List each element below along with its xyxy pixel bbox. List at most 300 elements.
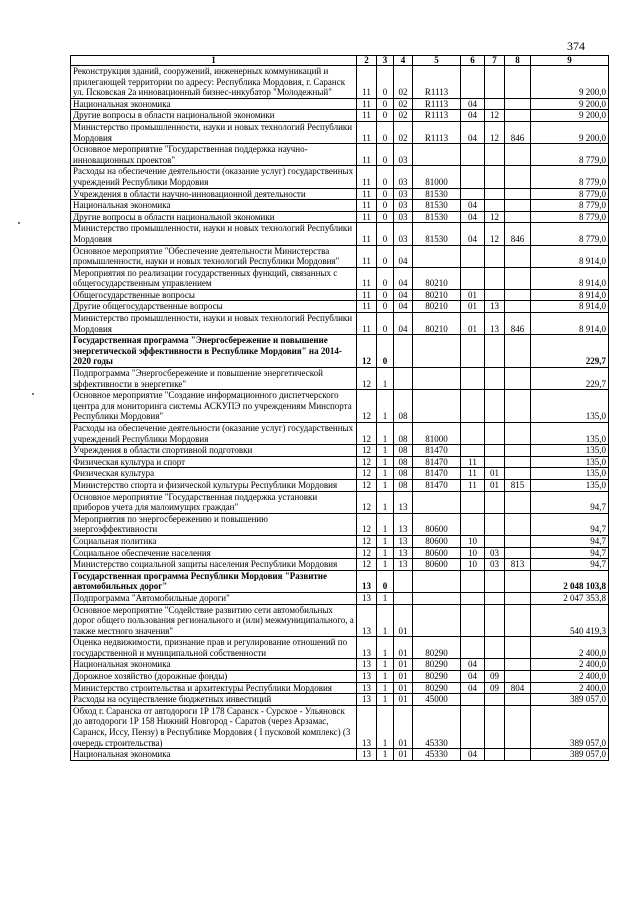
row-name-cell: Физическая культура и спорт	[71, 456, 357, 468]
code-cell: 13	[357, 682, 377, 694]
code-cell	[485, 456, 505, 468]
column-header: 7	[485, 56, 505, 66]
code-cell: 04	[394, 245, 413, 267]
code-cell: 1	[377, 705, 394, 748]
code-cell: 81530	[413, 211, 461, 223]
code-cell: 11	[357, 267, 377, 289]
code-cell: 1	[377, 749, 394, 761]
code-cell: 03	[485, 559, 505, 571]
amount-cell: 94,7	[531, 559, 609, 571]
row-name-cell: Реконструкция зданий, сооружений, инженерных коммуникаций и прилегающей территории по адресу: Республика Мордовия, г. Саранск ул. Псковская 2а инновационный бизнес-инкубатор "Молодежный"	[71, 66, 357, 99]
code-cell	[413, 335, 461, 368]
row-name-cell: Общегосударственные вопросы	[71, 289, 357, 301]
code-cell: 13	[357, 592, 377, 604]
code-cell	[485, 604, 505, 637]
code-cell	[461, 491, 485, 513]
amount-cell: 2 400,0	[531, 637, 609, 659]
code-cell: 0	[377, 211, 394, 223]
code-cell: 846	[505, 313, 531, 335]
code-cell: 01	[461, 313, 485, 335]
code-cell: 04	[394, 289, 413, 301]
code-cell: 10	[461, 535, 485, 547]
row-name-cell: Учреждения в области спортивной подготовки	[71, 445, 357, 457]
table-row	[71, 66, 609, 99]
code-cell	[461, 604, 485, 637]
row-name-cell: Основное мероприятие "Содействие развитию сети автомобильных дорог общего пользования регионального и (или) межмуниципального, а также местного значения"	[71, 604, 357, 637]
code-cell: 11	[357, 245, 377, 267]
code-cell	[505, 705, 531, 748]
code-cell: 81000	[413, 166, 461, 188]
code-cell: 01	[394, 604, 413, 637]
row-name-cell: Расходы на обеспечение деятельности (оказание услуг) государственных учреждений Республики Мордовия	[71, 423, 357, 445]
code-cell	[485, 705, 505, 748]
code-cell: 80210	[413, 313, 461, 335]
amount-cell: 8 914,0	[531, 289, 609, 301]
row-name-cell: Физическая культура	[71, 468, 357, 480]
code-cell: 04	[461, 200, 485, 212]
code-cell	[485, 694, 505, 706]
row-name-cell: Министерство социальной защиты населения Республики Мордовия	[71, 559, 357, 571]
code-cell: 04	[394, 301, 413, 313]
code-cell	[505, 301, 531, 313]
code-cell	[413, 245, 461, 267]
amount-cell: 2 047 353,8	[531, 592, 609, 604]
amount-cell: 94,7	[531, 547, 609, 559]
amount-cell: 8 779,0	[531, 144, 609, 166]
code-cell: 03	[394, 223, 413, 245]
code-cell: 11	[357, 121, 377, 143]
code-cell: 08	[394, 456, 413, 468]
row-name-cell: Другие общегосударственные вопросы	[71, 301, 357, 313]
code-cell: 80210	[413, 267, 461, 289]
code-cell	[485, 368, 505, 390]
code-cell: 12	[485, 223, 505, 245]
code-cell: 01	[461, 289, 485, 301]
code-cell: 0	[377, 66, 394, 99]
code-cell: 1	[377, 694, 394, 706]
table-row	[71, 313, 609, 335]
scan-speck	[32, 393, 34, 395]
code-cell: 1	[377, 513, 394, 535]
code-cell: 80290	[413, 682, 461, 694]
code-cell	[485, 289, 505, 301]
code-cell: 1	[377, 637, 394, 659]
code-cell: 0	[377, 98, 394, 110]
row-name-cell: Министерство спорта и физической культуры Республики Мордовия	[71, 479, 357, 491]
code-cell: 80600	[413, 559, 461, 571]
code-cell: 04	[461, 211, 485, 223]
amount-cell: 229,7	[531, 368, 609, 390]
code-cell	[485, 491, 505, 513]
code-cell	[485, 445, 505, 457]
code-cell: 02	[394, 110, 413, 122]
table-row	[71, 98, 609, 110]
code-cell: R1113	[413, 121, 461, 143]
code-cell: 45330	[413, 705, 461, 748]
amount-cell: 229,7	[531, 335, 609, 368]
code-cell: 03	[394, 144, 413, 166]
code-cell	[461, 368, 485, 390]
row-name-cell: Обход г. Саранска от автодороги 1Р 178 Саранск - Сурское - Ульяновск до автодороги 1Р 158 Нижний Новгород - Саратов (через Арзамас, Саранск, Исcу, Пензу) в Республике Мордовия ( I пусковой комплекс) (3 очередь строительства)	[71, 705, 357, 748]
code-cell: 03	[394, 188, 413, 200]
table-row	[71, 200, 609, 212]
code-cell	[394, 592, 413, 604]
code-cell: 815	[505, 479, 531, 491]
code-cell	[505, 368, 531, 390]
row-name-cell: Расходы на обеспечение деятельности (оказание услуг) государственных учреждений Республики Мордовия	[71, 166, 357, 188]
table-row	[71, 559, 609, 571]
code-cell: 09	[485, 682, 505, 694]
code-cell: 81470	[413, 456, 461, 468]
amount-cell: 8 779,0	[531, 223, 609, 245]
amount-cell: 2 400,0	[531, 671, 609, 683]
code-cell: 13	[394, 559, 413, 571]
column-header: 8	[505, 56, 531, 66]
code-cell: 13	[357, 659, 377, 671]
code-cell: 45000	[413, 694, 461, 706]
code-cell: 11	[357, 166, 377, 188]
table-row	[71, 368, 609, 390]
row-name-cell: Национальная экономика	[71, 200, 357, 212]
table-row	[71, 749, 609, 761]
code-cell	[505, 289, 531, 301]
budget-table	[70, 55, 609, 761]
amount-cell: 135,0	[531, 445, 609, 457]
code-cell	[413, 570, 461, 592]
code-cell	[505, 547, 531, 559]
code-cell	[485, 144, 505, 166]
amount-cell: 2 400,0	[531, 682, 609, 694]
code-cell: 1	[377, 547, 394, 559]
table-row	[71, 456, 609, 468]
amount-cell: 94,7	[531, 535, 609, 547]
page-number: 374	[567, 39, 585, 53]
row-name-cell: Национальная экономика	[71, 98, 357, 110]
code-cell: R1113	[413, 66, 461, 99]
code-cell: 03	[394, 211, 413, 223]
code-cell	[505, 694, 531, 706]
table-row	[71, 592, 609, 604]
code-cell	[413, 491, 461, 513]
code-cell: 13	[357, 749, 377, 761]
code-cell: 11	[357, 211, 377, 223]
code-cell: 12	[357, 335, 377, 368]
code-cell: 0	[377, 121, 394, 143]
code-cell: 04	[461, 749, 485, 761]
code-cell: 11	[357, 98, 377, 110]
amount-cell: 135,0	[531, 423, 609, 445]
code-cell: 08	[394, 423, 413, 445]
code-cell: 80600	[413, 547, 461, 559]
table-row	[71, 211, 609, 223]
code-cell: 04	[394, 267, 413, 289]
table-body	[71, 66, 609, 761]
code-cell: 01	[461, 301, 485, 313]
code-cell	[485, 423, 505, 445]
code-cell: 0	[377, 144, 394, 166]
row-name-cell: Основное мероприятие "Создание информационного диспетчерского центра для мониторинга системы АСКУПЭ по учреждениям Минспорта Республики Мордовия"	[71, 390, 357, 423]
code-cell: 01	[485, 468, 505, 480]
code-cell: 45330	[413, 749, 461, 761]
code-cell	[505, 749, 531, 761]
code-cell: 01	[394, 705, 413, 748]
row-name-cell: Национальная экономика	[71, 749, 357, 761]
code-cell: 1	[377, 491, 394, 513]
amount-cell: 9 200,0	[531, 98, 609, 110]
code-cell: 1	[377, 682, 394, 694]
table-row	[71, 110, 609, 122]
code-cell: 12	[357, 368, 377, 390]
table-row	[71, 535, 609, 547]
table-row	[71, 513, 609, 535]
table-row	[71, 468, 609, 480]
code-cell	[461, 694, 485, 706]
column-header: 6	[461, 56, 485, 66]
code-cell	[461, 592, 485, 604]
code-cell: 0	[377, 289, 394, 301]
code-cell: 03	[394, 166, 413, 188]
code-cell: R1113	[413, 98, 461, 110]
code-cell: 11	[357, 66, 377, 99]
code-cell: 80290	[413, 659, 461, 671]
table-row	[71, 671, 609, 683]
code-cell: 80600	[413, 535, 461, 547]
amount-cell: 9 200,0	[531, 121, 609, 143]
row-name-cell: Другие вопросы в области национальной экономики	[71, 211, 357, 223]
code-cell	[505, 671, 531, 683]
amount-cell: 8 914,0	[531, 301, 609, 313]
code-cell	[485, 98, 505, 110]
code-cell	[413, 390, 461, 423]
code-cell	[485, 570, 505, 592]
code-cell	[394, 570, 413, 592]
code-cell	[461, 188, 485, 200]
code-cell: 03	[485, 547, 505, 559]
code-cell: 1	[377, 671, 394, 683]
code-cell: 11	[461, 468, 485, 480]
row-name-cell: Мероприятия по реализации государственных функций, связанных с общегосударственным управлением	[71, 267, 357, 289]
code-cell	[394, 368, 413, 390]
table-row	[71, 637, 609, 659]
code-cell: 0	[377, 335, 394, 368]
code-cell: 1	[377, 456, 394, 468]
table-row	[71, 390, 609, 423]
code-cell: 08	[394, 445, 413, 457]
code-cell	[505, 267, 531, 289]
code-cell: 0	[377, 245, 394, 267]
row-name-cell: Национальная экономика	[71, 659, 357, 671]
code-cell: 08	[394, 468, 413, 480]
code-cell	[485, 592, 505, 604]
row-name-cell: Мероприятия по энергосбережению и повышению энергоэффективности	[71, 513, 357, 535]
column-header: 4	[394, 56, 413, 66]
code-cell	[413, 592, 461, 604]
code-cell: 0	[377, 223, 394, 245]
amount-cell: 8 779,0	[531, 211, 609, 223]
code-cell	[505, 570, 531, 592]
code-cell	[485, 659, 505, 671]
table-row	[71, 491, 609, 513]
code-cell: 813	[505, 559, 531, 571]
code-cell	[485, 390, 505, 423]
code-cell: 09	[485, 671, 505, 683]
amount-cell: 135,0	[531, 479, 609, 491]
column-header: 2	[357, 56, 377, 66]
code-cell: 846	[505, 223, 531, 245]
amount-cell: 8 779,0	[531, 166, 609, 188]
amount-cell: 135,0	[531, 468, 609, 480]
code-cell: 1	[377, 390, 394, 423]
code-cell	[505, 604, 531, 637]
amount-cell: 135,0	[531, 456, 609, 468]
table-row	[71, 705, 609, 748]
table-row	[71, 289, 609, 301]
code-cell: 13	[357, 604, 377, 637]
code-cell	[413, 368, 461, 390]
code-cell	[461, 267, 485, 289]
row-name-cell: Основное мероприятие "Государственная поддержка установки приборов учета для малоимущих граждан"	[71, 491, 357, 513]
code-cell: 12	[357, 535, 377, 547]
code-cell	[505, 423, 531, 445]
table-row	[71, 166, 609, 188]
table-header-row	[71, 56, 609, 66]
amount-cell: 8 779,0	[531, 200, 609, 212]
code-cell: 11	[357, 144, 377, 166]
amount-cell: 389 057,0	[531, 749, 609, 761]
row-name-cell: Подпрограмма "Энергосбережение и повышение энергетической эффективности в энергетике"	[71, 368, 357, 390]
amount-cell: 8 914,0	[531, 267, 609, 289]
code-cell: 01	[394, 694, 413, 706]
code-cell: 04	[394, 313, 413, 335]
code-cell: 11	[357, 200, 377, 212]
code-cell: 80290	[413, 671, 461, 683]
table-row	[71, 547, 609, 559]
code-cell: 12	[357, 513, 377, 535]
code-cell	[485, 335, 505, 368]
code-cell	[505, 245, 531, 267]
code-cell: 81530	[413, 223, 461, 245]
code-cell: 1	[377, 468, 394, 480]
code-cell: 81470	[413, 479, 461, 491]
amount-cell: 540 419,3	[531, 604, 609, 637]
code-cell: 12	[485, 121, 505, 143]
code-cell: 13	[357, 705, 377, 748]
code-cell	[505, 535, 531, 547]
amount-cell: 135,0	[531, 390, 609, 423]
code-cell: 02	[394, 121, 413, 143]
row-name-cell: Дорожное хозяйство (дорожные фонды)	[71, 671, 357, 683]
code-cell: 81530	[413, 188, 461, 200]
code-cell	[505, 166, 531, 188]
amount-cell: 9 200,0	[531, 110, 609, 122]
column-header: 5	[413, 56, 461, 66]
code-cell: 12	[357, 491, 377, 513]
table-row	[71, 682, 609, 694]
row-name-cell: Министерство строительства и архитектуры Республики Мордовия	[71, 682, 357, 694]
code-cell: 80210	[413, 301, 461, 313]
code-cell: 13	[394, 547, 413, 559]
code-cell	[413, 604, 461, 637]
code-cell: 13	[394, 535, 413, 547]
code-cell: 0	[377, 166, 394, 188]
code-cell: 81530	[413, 200, 461, 212]
code-cell: 0	[377, 200, 394, 212]
row-name-cell: Министерство промышленности, науки и новых технологий Республики Мордовия	[71, 223, 357, 245]
table-row	[71, 335, 609, 368]
code-cell: 11	[357, 289, 377, 301]
code-cell: 08	[394, 390, 413, 423]
code-cell: 11	[357, 301, 377, 313]
code-cell	[505, 468, 531, 480]
code-cell: 1	[377, 604, 394, 637]
table-row	[71, 445, 609, 457]
code-cell	[485, 200, 505, 212]
table-row	[71, 479, 609, 491]
code-cell: 80290	[413, 637, 461, 659]
code-cell: 1	[377, 535, 394, 547]
row-name-cell: Государственная программа Республики Мордовия "Развитие автомобильных дорог"	[71, 570, 357, 592]
row-name-cell: Основное мероприятие "Обеспечение деятельности Министерства промышленности, науки и новых технологий Республики Мордовия"	[71, 245, 357, 267]
code-cell: 13	[357, 671, 377, 683]
amount-cell: 8 914,0	[531, 245, 609, 267]
table-row	[71, 570, 609, 592]
code-cell	[485, 267, 505, 289]
code-cell: 12	[357, 559, 377, 571]
code-cell: 12	[357, 423, 377, 445]
code-cell: 13	[357, 570, 377, 592]
code-cell: 04	[461, 223, 485, 245]
amount-cell: 8 779,0	[531, 188, 609, 200]
row-name-cell: Другие вопросы в области национальной экономики	[71, 110, 357, 122]
code-cell: 0	[377, 267, 394, 289]
code-cell: 80600	[413, 513, 461, 535]
code-cell: 81000	[413, 423, 461, 445]
table-row	[71, 301, 609, 313]
code-cell: 13	[394, 513, 413, 535]
code-cell	[394, 335, 413, 368]
table-row	[71, 694, 609, 706]
code-cell: 01	[394, 682, 413, 694]
code-cell: 01	[485, 479, 505, 491]
code-cell: 1	[377, 368, 394, 390]
code-cell	[505, 659, 531, 671]
code-cell: 11	[357, 110, 377, 122]
code-cell: 0	[377, 110, 394, 122]
code-cell: 846	[505, 121, 531, 143]
code-cell	[413, 144, 461, 166]
code-cell	[505, 110, 531, 122]
code-cell: 11	[357, 188, 377, 200]
table-row	[71, 188, 609, 200]
code-cell: R1113	[413, 110, 461, 122]
table-row	[71, 144, 609, 166]
row-name-cell: Социальное обеспечение населения	[71, 547, 357, 559]
code-cell	[505, 98, 531, 110]
code-cell	[485, 749, 505, 761]
code-cell	[461, 705, 485, 748]
code-cell	[505, 200, 531, 212]
code-cell: 13	[485, 301, 505, 313]
code-cell	[461, 637, 485, 659]
code-cell	[485, 188, 505, 200]
code-cell: 12	[357, 468, 377, 480]
amount-cell: 94,7	[531, 513, 609, 535]
code-cell: 1	[377, 592, 394, 604]
code-cell	[505, 66, 531, 99]
row-name-cell: Оценка недвижимости, признание прав и регулирование отношений по государственной и муниципальной собственности	[71, 637, 357, 659]
code-cell: 04	[461, 98, 485, 110]
row-name-cell: Социальная политика	[71, 535, 357, 547]
